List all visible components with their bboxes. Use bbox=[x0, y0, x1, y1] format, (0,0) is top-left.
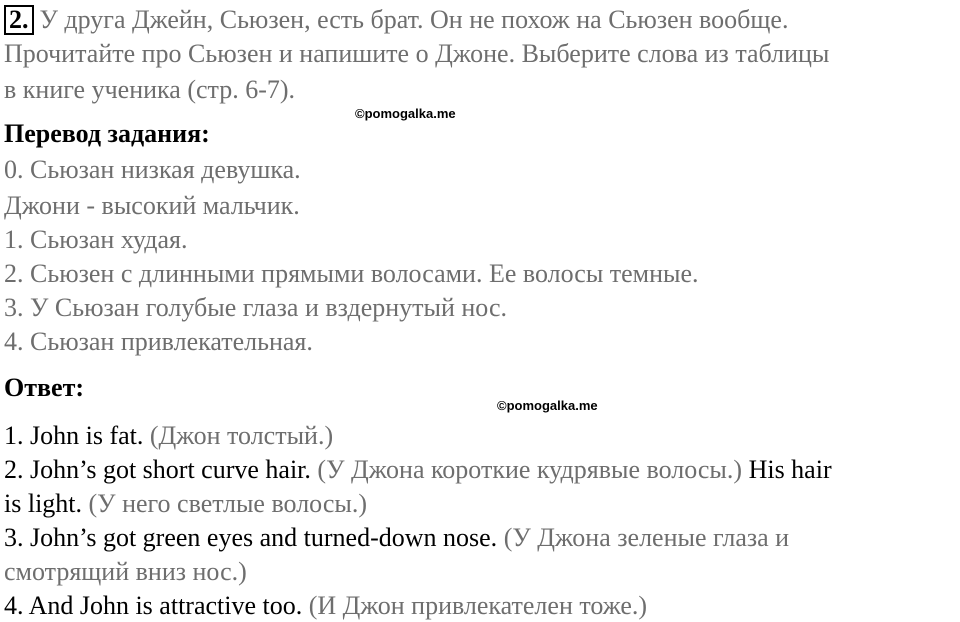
answer-line-4 bbox=[4, 590, 647, 622]
answer-ru: (И Джон привлекателен тоже.) bbox=[308, 591, 648, 620]
task-line-1 bbox=[4, 4, 788, 36]
answer-heading: Ответ: bbox=[4, 373, 85, 402]
answer-en: His hair bbox=[748, 455, 832, 484]
answer-ru: (У него светлые волосы.) bbox=[88, 489, 367, 518]
answer-line-2 bbox=[4, 454, 832, 486]
translation-line: Джони - высокий мальчик. bbox=[4, 191, 300, 220]
answer-en: 1. John is fat. bbox=[4, 421, 144, 450]
answer-ru: (У Джона зеленые глаза и bbox=[503, 523, 790, 552]
translation-line: 3. У Сьюзан голубые глаза и вздернутый нос. bbox=[4, 293, 507, 322]
answer-line-2b bbox=[4, 488, 367, 520]
task-line-3: в книге ученика (стр. 6-7). bbox=[4, 75, 296, 104]
translation-heading: Перевод задания: bbox=[4, 119, 210, 148]
watermark: ©pomogalka.me bbox=[355, 106, 456, 121]
translation-line: 4. Сьюзан привлекательная. bbox=[4, 327, 313, 356]
answer-en: 3. John’s got green eyes and turned-down nose. bbox=[4, 523, 498, 552]
answer-en: 4. And John is attractive too. bbox=[4, 591, 303, 620]
task-line-2: Прочитайте про Сьюзен и напишите о Джоне. Выберите слова из таблицы bbox=[4, 39, 830, 68]
answer-en: is light. bbox=[4, 489, 83, 518]
translation-line: 1. Сьюзан худая. bbox=[4, 225, 188, 254]
translation-line: 2. Сьюзен с длинными прямыми волосами. Ее волосы темные. bbox=[4, 259, 699, 288]
answer-line-3b: смотрящий вниз нос.) bbox=[4, 557, 247, 586]
answer-line-3 bbox=[4, 522, 789, 554]
translation-line: 0. Сьюзан низкая девушка. bbox=[4, 155, 301, 184]
task-text: У друга Джейн, Сьюзен, есть брат. Он не похож на Сьюзен вообще. bbox=[39, 5, 789, 34]
answer-en: 2. John’s got short curve hair. bbox=[4, 455, 311, 484]
answer-line-1 bbox=[4, 420, 333, 452]
answer-ru: (У Джона короткие кудрявые волосы.) bbox=[317, 455, 743, 484]
task-number: 2. bbox=[4, 5, 34, 35]
watermark: ©pomogalka.me bbox=[497, 398, 598, 413]
answer-ru: (Джон толстый.) bbox=[149, 421, 334, 450]
